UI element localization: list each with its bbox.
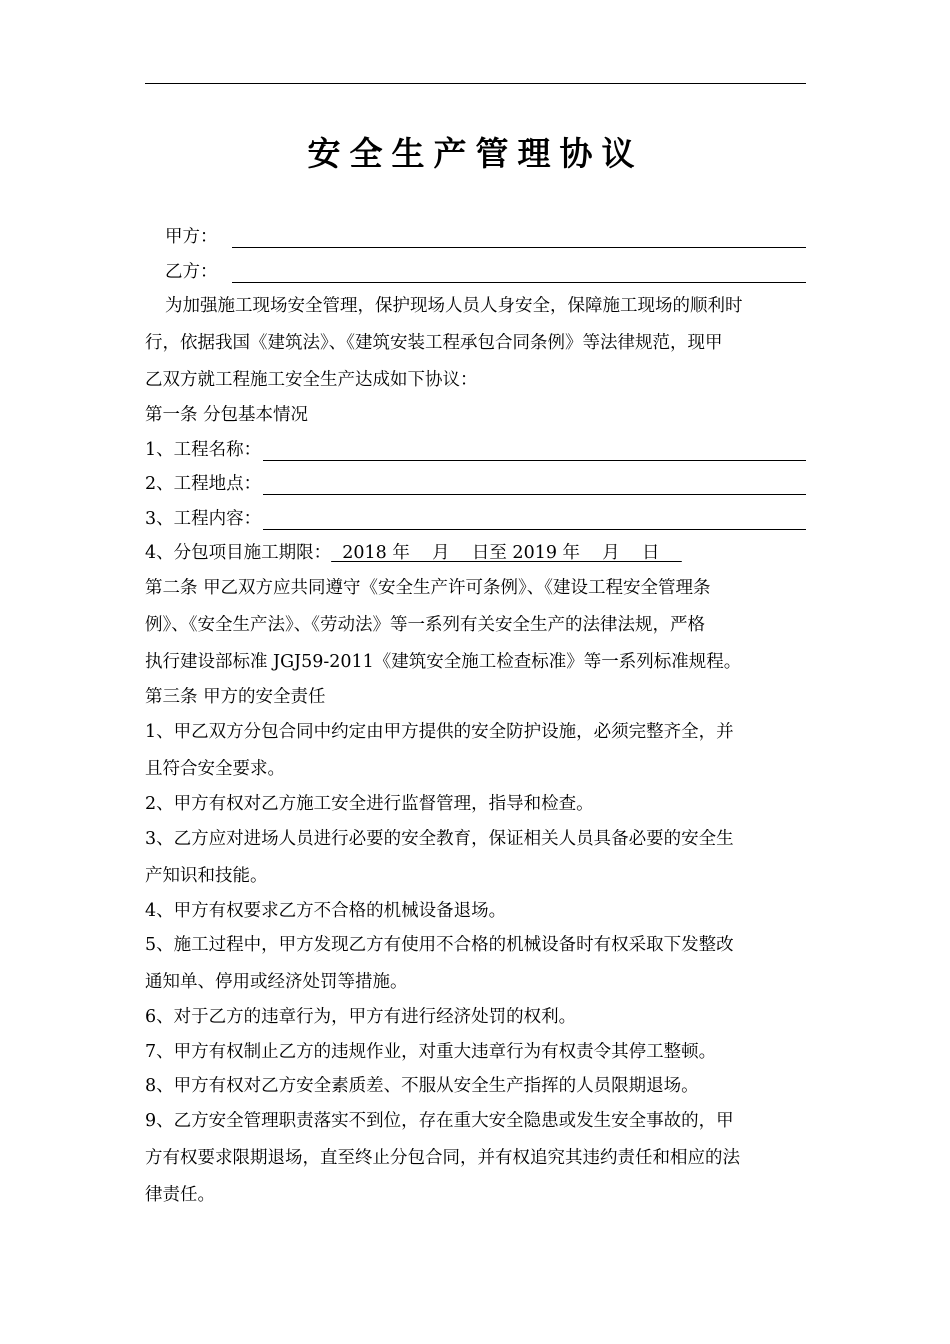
intro-line-2: 行，依据我国《建筑法》、《建筑安装工程承包合同条例》等法律规范，现甲 [145,333,723,353]
party-a-row [145,226,806,248]
article3-line-10: 7、甲方有权制止乙方的违规作业，对重大违章行为有权责令其停工整顿。 [145,1042,717,1062]
intro-line-1: 为加强施工现场安全管理，保护现场人员人身安全，保障施工现场的顺利时 [165,296,743,316]
project-content-row [145,508,806,530]
article3-line-1: 1、甲乙双方分包合同中约定由甲方提供的安全防护设施，必须完整齐全，并 [145,722,734,742]
project-location-label: 2、工程地点： [145,474,262,494]
period-value[interactable]: 2018 年 月 日至 2019 年 月 日 [331,543,682,563]
project-content-field[interactable] [263,511,806,530]
article3-line-7: 5、施工过程中，甲方发现乙方有使用不合格的机械设备时有权采取下发整改 [145,935,734,955]
article3-line-6: 4、甲方有权要求乙方不合格的机械设备退场。 [145,901,507,921]
document-title: 安全生产管理协议 [307,134,644,173]
party-a-field[interactable] [232,229,807,248]
article3-line-2: 且符合安全要求。 [145,759,285,779]
period-label: 4、分包项目施工期限： [145,543,332,563]
project-location-field[interactable] [263,476,806,495]
article3-line-8: 通知单、停用或经济处罚等措施。 [145,972,408,992]
project-location-row [145,473,806,495]
article3-line-4: 3、乙方应对进场人员进行必要的安全教育，保证相关人员具备必要的安全生 [145,829,734,849]
project-name-row [145,439,806,461]
project-content-label: 3、工程内容： [145,509,262,529]
article3-line-14: 律责任。 [145,1185,215,1205]
article2-line-1: 第二条 甲乙双方应共同遵守《安全生产许可条例》、《建设工程安全管理条 [145,578,711,598]
article3-line-11: 8、甲方有权对乙方安全素质差、不服从安全生产指挥的人员限期退场。 [145,1076,699,1096]
article1-heading: 第一条 分包基本情况 [145,405,309,425]
article3-line-9: 6、对于乙方的违章行为，甲方有进行经济处罚的权利。 [145,1007,577,1027]
header-rule [145,83,806,84]
period-row [145,542,806,564]
article3-line-13: 方有权要求限期退场，直至终止分包合同，并有权追究其违约责任和相应的法 [145,1148,740,1168]
party-b-label: 乙方： [165,262,218,282]
article3-line-5: 产知识和技能。 [145,866,268,886]
project-name-field[interactable] [263,442,806,461]
project-name-label: 1、工程名称： [145,440,262,460]
party-b-row [145,261,806,283]
party-b-field[interactable] [232,264,807,283]
party-a-label: 甲方： [165,227,218,247]
article3-line-12: 9、乙方安全管理职责落实不到位，存在重大安全隐患或发生安全事故的，甲 [145,1111,734,1131]
article3-heading: 第三条 甲方的安全责任 [145,687,326,707]
article2-line-3: 执行建设部标准 JGJ59-2011《建筑安全施工检查标准》等一系列标准规程。 [145,652,742,672]
intro-line-3: 乙双方就工程施工安全生产达成如下协议： [145,370,478,390]
article3-line-3: 2、甲方有权对乙方施工安全进行监督管理，指导和检查。 [145,794,594,814]
article2-line-2: 例》、《安全生产法》、《劳动法》等一系列有关安全生产的法律法规，严格 [145,615,705,635]
